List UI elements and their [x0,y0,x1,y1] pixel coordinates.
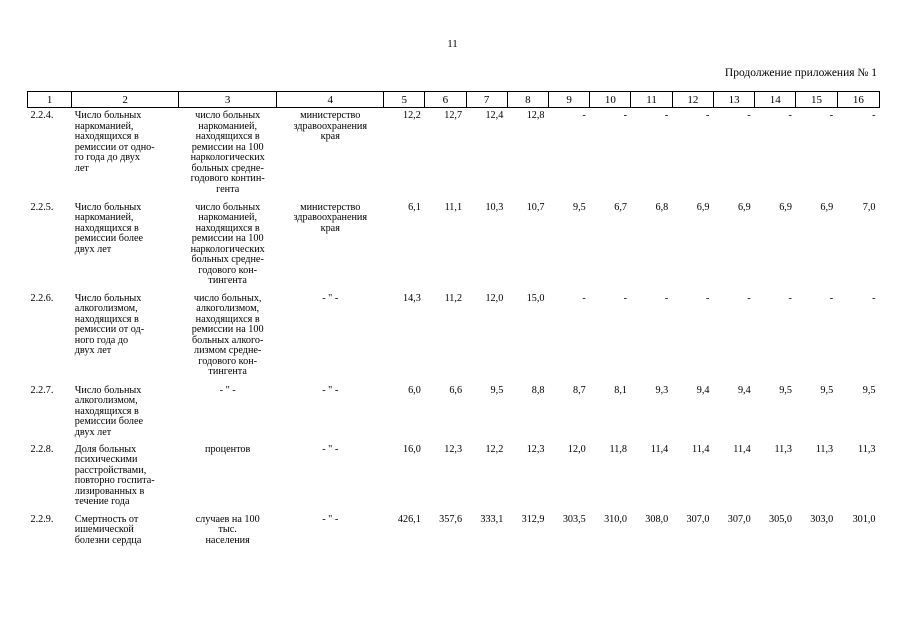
indicator-name [72,442,179,512]
value-cell [466,200,507,291]
value-cell [796,383,837,442]
unit-of-measure-text: - " - [219,384,236,396]
header-row [28,92,880,108]
value-cell [590,200,631,291]
value-cell [425,512,466,552]
value-cell [507,200,548,291]
value-cell [466,108,507,200]
value-cell-text: - [664,292,669,304]
value-cell [425,291,466,383]
data-source-text: министерство здравоохранения края [293,110,368,142]
value-cell-text: 303,5 [562,513,586,525]
value-cell [549,291,590,383]
value-cell-text: 6,6 [449,384,463,396]
column-header: 4 [277,92,384,108]
value-cell [713,512,754,552]
value-cell [507,442,548,512]
value-cell-text: 310,0 [604,513,627,525]
value-cell-text: - [582,110,586,121]
value-cell-text: - [706,292,710,304]
row-code-text: 2.2.7. [30,384,54,396]
value-cell-text: 303,0 [810,513,834,525]
value-cell [590,291,631,383]
value-cell [755,442,796,512]
value-cell [590,108,631,200]
value-cell [466,383,507,442]
value-cell-text: 307,0 [686,513,710,525]
indicator-name-text: Число больных алкоголизмом, находящихся в ремиссии от од- ного года до двух лет [74,292,145,356]
value-cell-text: 11,8 [609,443,627,455]
value-cell [796,442,837,512]
column-header: 6 [425,92,466,108]
value-cell-text: 12,0 [567,443,586,455]
value-cell [672,512,713,552]
value-cell [549,108,590,200]
unit-of-measure [178,512,277,552]
table-row [28,512,880,552]
value-cell-text: 12,7 [444,110,463,121]
value-cell [631,383,672,442]
value-cell [796,512,837,552]
column-header: 16 [837,92,879,108]
value-cell-text: 11,4 [733,443,751,455]
value-cell [796,291,837,383]
value-cell-text: 11,2 [444,292,463,304]
value-cell-text: - [747,292,751,304]
value-cell [384,383,425,442]
table-row [28,383,880,442]
unit-of-measure-text: число больных, алкоголизмом, находящихся в ремиссии на 100 больных алкого- лизмом средне- годового кон- тингента [191,292,264,377]
value-cell-text: 301,0 [852,513,876,525]
continuation-label: Продолжение приложения № 1 [724,67,877,79]
value-cell [590,442,631,512]
value-cell [425,200,466,291]
unit-of-measure-text: процентов [205,443,251,455]
value-cell-text: 9,4 [737,384,751,396]
value-cell-text: 308,0 [645,513,669,525]
value-cell-text: 9,4 [696,384,710,396]
value-cell-text: 15,0 [526,292,545,304]
value-cell [713,383,754,442]
value-cell-text: 426,1 [397,513,421,525]
row-code-text: 2.2.8. [30,443,54,455]
value-cell [466,291,507,383]
value-cell-text: 7,0 [862,201,876,213]
value-cell-text: - [747,110,751,121]
value-cell-text: 6,8 [655,201,669,213]
value-cell [713,442,754,512]
column-header: 15 [796,92,837,108]
unit-of-measure [178,108,277,200]
column-header: 3 [178,92,277,108]
indicator-name [72,383,179,442]
unit-of-measure [178,200,277,291]
indicator-name-text: Доля больных психическими расстройствами, повторно госпита- лизированных в течение года [74,443,155,507]
value-cell-text: - [582,292,586,304]
column-header: 11 [631,92,672,108]
value-cell [507,291,548,383]
value-cell [425,442,466,512]
row-code [28,200,72,291]
data-source [277,291,384,383]
value-cell [672,200,713,291]
column-header: 1 [28,92,72,108]
data-source-text: - " - [322,443,339,455]
value-cell [837,108,879,200]
value-cell-text: 12,8 [526,110,545,121]
value-cell [796,200,837,291]
value-cell [466,442,507,512]
value-cell [549,200,590,291]
value-cell-text: 12,0 [485,292,504,304]
value-cell-text: 6,0 [408,384,421,396]
value-cell-text: 9,3 [655,384,669,396]
row-code-text: 2.2.9. [30,513,54,525]
row-code [28,512,72,552]
value-cell-text: - [829,110,834,121]
row-code-text: 2.2.4. [30,110,54,121]
value-cell [755,108,796,200]
page-number: 11 [447,38,458,50]
value-cell-text: 11,4 [692,443,710,455]
indicator-name [72,512,179,552]
value-cell-text: 6,1 [408,201,421,213]
value-cell-text: - [788,110,792,121]
value-cell [549,383,590,442]
column-header: 14 [755,92,796,108]
value-cell-text: 12,2 [402,110,421,121]
value-cell [713,200,754,291]
value-cell [713,291,754,383]
unit-of-measure [178,291,277,383]
value-cell [672,442,713,512]
column-header: 7 [466,92,507,108]
value-cell [672,291,713,383]
data-source [277,442,384,512]
value-cell-text: 10,3 [485,201,504,213]
value-cell [384,512,425,552]
value-cell-text: 10,7 [526,201,545,213]
indicator-name-text: Число больных наркоманией, находящихся в ремиссии более двух лет [74,201,144,255]
row-code [28,383,72,442]
value-cell-text: 9,5 [490,384,504,396]
value-cell-text: 307,0 [727,513,751,525]
value-cell-text: 9,5 [862,384,876,396]
value-cell-text: 12,4 [485,110,504,121]
table-row [28,108,880,200]
value-cell [837,512,879,552]
row-code [28,291,72,383]
value-cell [755,200,796,291]
table-row [28,291,880,383]
value-cell [384,442,425,512]
unit-of-measure-text: число больных наркоманией, находящихся в ремиссии на 100 наркологических больных средне- годового контин- гента [190,110,265,195]
unit-of-measure-text: случаев на 100 тыс. населения [195,513,260,546]
column-header: 10 [590,92,631,108]
value-cell-text: 12,3 [444,443,463,455]
value-cell [425,383,466,442]
row-code [28,108,72,200]
value-cell-text: 305,0 [769,513,792,525]
value-cell-text: - [664,110,669,121]
value-cell [631,512,672,552]
value-cell [837,291,879,383]
column-header: 13 [713,92,754,108]
value-cell [755,512,796,552]
value-cell-text: 11,4 [650,443,669,455]
value-cell [549,442,590,512]
value-cell [837,442,879,512]
column-header: 8 [507,92,548,108]
indicator-name [72,108,179,200]
value-cell-text: 6,9 [820,201,834,213]
value-cell-text: 312,9 [521,513,545,525]
column-header: 12 [672,92,713,108]
value-cell [507,108,548,200]
value-cell [507,512,548,552]
value-cell-text: 11,3 [774,443,792,455]
value-cell-text: 11,1 [444,201,463,213]
value-cell-text: 6,9 [696,201,710,213]
value-cell [384,291,425,383]
indicator-name [72,291,179,383]
value-cell [549,512,590,552]
value-cell-text: 16,0 [402,443,421,455]
value-cell [631,442,672,512]
value-cell [713,108,754,200]
column-header: 9 [549,92,590,108]
value-cell-text: 6,9 [737,201,751,213]
row-code [28,442,72,512]
indicator-name-text: Число больных алкоголизмом, находящихся в ремиссии более двух лет [74,384,144,438]
value-cell-text: 333,1 [480,513,504,525]
data-source [277,383,384,442]
value-cell-text: 12,2 [485,443,504,455]
value-cell [631,291,672,383]
value-cell [384,200,425,291]
value-cell [466,512,507,552]
value-cell-text: - [706,110,710,121]
value-cell-text: - [623,110,627,121]
data-source-text: - " - [322,292,339,304]
value-cell-text: 9,5 [820,384,834,396]
value-cell [631,108,672,200]
value-cell [384,108,425,200]
unit-of-measure [178,442,277,512]
data-source [277,200,384,291]
data-source-text: - " - [322,384,339,396]
value-cell [796,108,837,200]
value-cell [837,383,879,442]
value-cell-text: 12,3 [526,443,545,455]
value-cell-text: 8,8 [531,384,545,396]
value-cell [590,383,631,442]
row-code-text: 2.2.5. [30,201,54,213]
data-source [277,512,384,552]
value-cell-text: - [872,292,876,304]
value-cell-text: - [829,292,834,304]
value-cell [507,383,548,442]
value-cell-text: 6,9 [779,201,792,213]
value-cell-text: 357,6 [439,513,463,525]
table-row [28,442,880,512]
value-cell [755,291,796,383]
value-cell-text: 11,3 [815,443,834,455]
value-cell-text: 6,7 [614,201,627,213]
value-cell-text: - [623,292,627,304]
column-header: 2 [72,92,179,108]
indicator-name-text: Число больных наркоманией, находящихся в ремиссии от одно- го года до двух лет [74,110,155,174]
table-row [28,200,880,291]
value-cell-text: 8,7 [573,384,586,396]
value-cell-text: 9,5 [779,384,792,396]
column-header: 5 [384,92,425,108]
indicator-name-text: Смертность от ишемической болезни сердца [74,513,142,546]
value-cell [425,108,466,200]
value-cell [755,383,796,442]
value-cell-text: 9,5 [573,201,586,213]
value-cell [672,108,713,200]
row-code-text: 2.2.6. [30,292,54,304]
unit-of-measure [178,383,277,442]
value-cell-text: 8,1 [614,384,627,396]
indicators-table [27,91,880,552]
unit-of-measure-text: число больных наркоманией, находящихся в ремиссии на 100 наркологических больных средне- годового кон- тингента [190,201,265,286]
value-cell [837,200,879,291]
data-source [277,108,384,200]
value-cell-text: - [872,110,876,121]
value-cell-text: - [788,292,792,304]
value-cell-text: 14,3 [402,292,421,304]
value-cell [672,383,713,442]
value-cell-text: 11,3 [858,443,876,455]
indicator-name [72,200,179,291]
value-cell [631,200,672,291]
data-source-text: министерство здравоохранения края [293,201,368,234]
value-cell [590,512,631,552]
data-source-text: - " - [322,513,339,525]
